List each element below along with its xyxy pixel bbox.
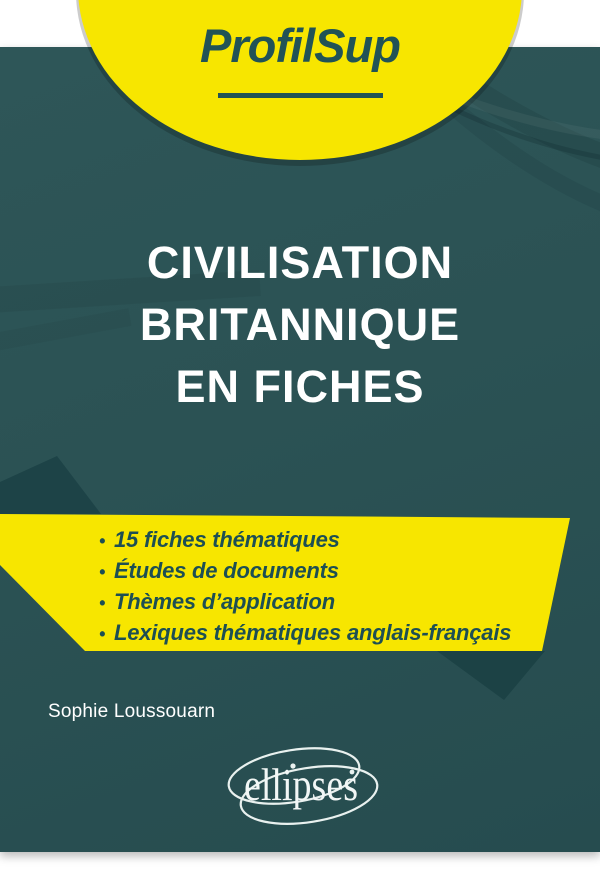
collection-underline — [218, 93, 383, 98]
feature-item — [90, 556, 511, 587]
collection-name: ProfilSup — [200, 19, 400, 72]
book-title — [0, 232, 600, 418]
bullet-icon: • — [98, 593, 106, 613]
author-name: Sophie Loussouarn — [48, 701, 216, 722]
title-line: CIVILISATION — [146, 237, 454, 288]
publisher-logo — [205, 735, 395, 835]
feature-list — [90, 525, 511, 649]
feature-item — [90, 525, 511, 556]
feature-text: Études de documents — [114, 558, 339, 583]
title-line: EN FICHES — [175, 361, 425, 412]
feature-text: Lexiques thématiques anglais-français — [114, 620, 512, 645]
feature-text: 15 fiches thématiques — [114, 527, 340, 552]
bullet-icon: • — [98, 562, 106, 582]
title-line: BRITANNIQUE — [139, 299, 461, 350]
publisher-name: ellipses — [244, 759, 358, 810]
bullet-icon: • — [98, 624, 106, 644]
feature-item — [90, 618, 511, 649]
feature-text: Thèmes d’application — [114, 589, 335, 614]
dark-corner-shape — [0, 456, 101, 514]
bullet-icon: • — [98, 531, 106, 551]
band-fold-shadow — [437, 651, 545, 700]
feature-item — [90, 587, 511, 618]
